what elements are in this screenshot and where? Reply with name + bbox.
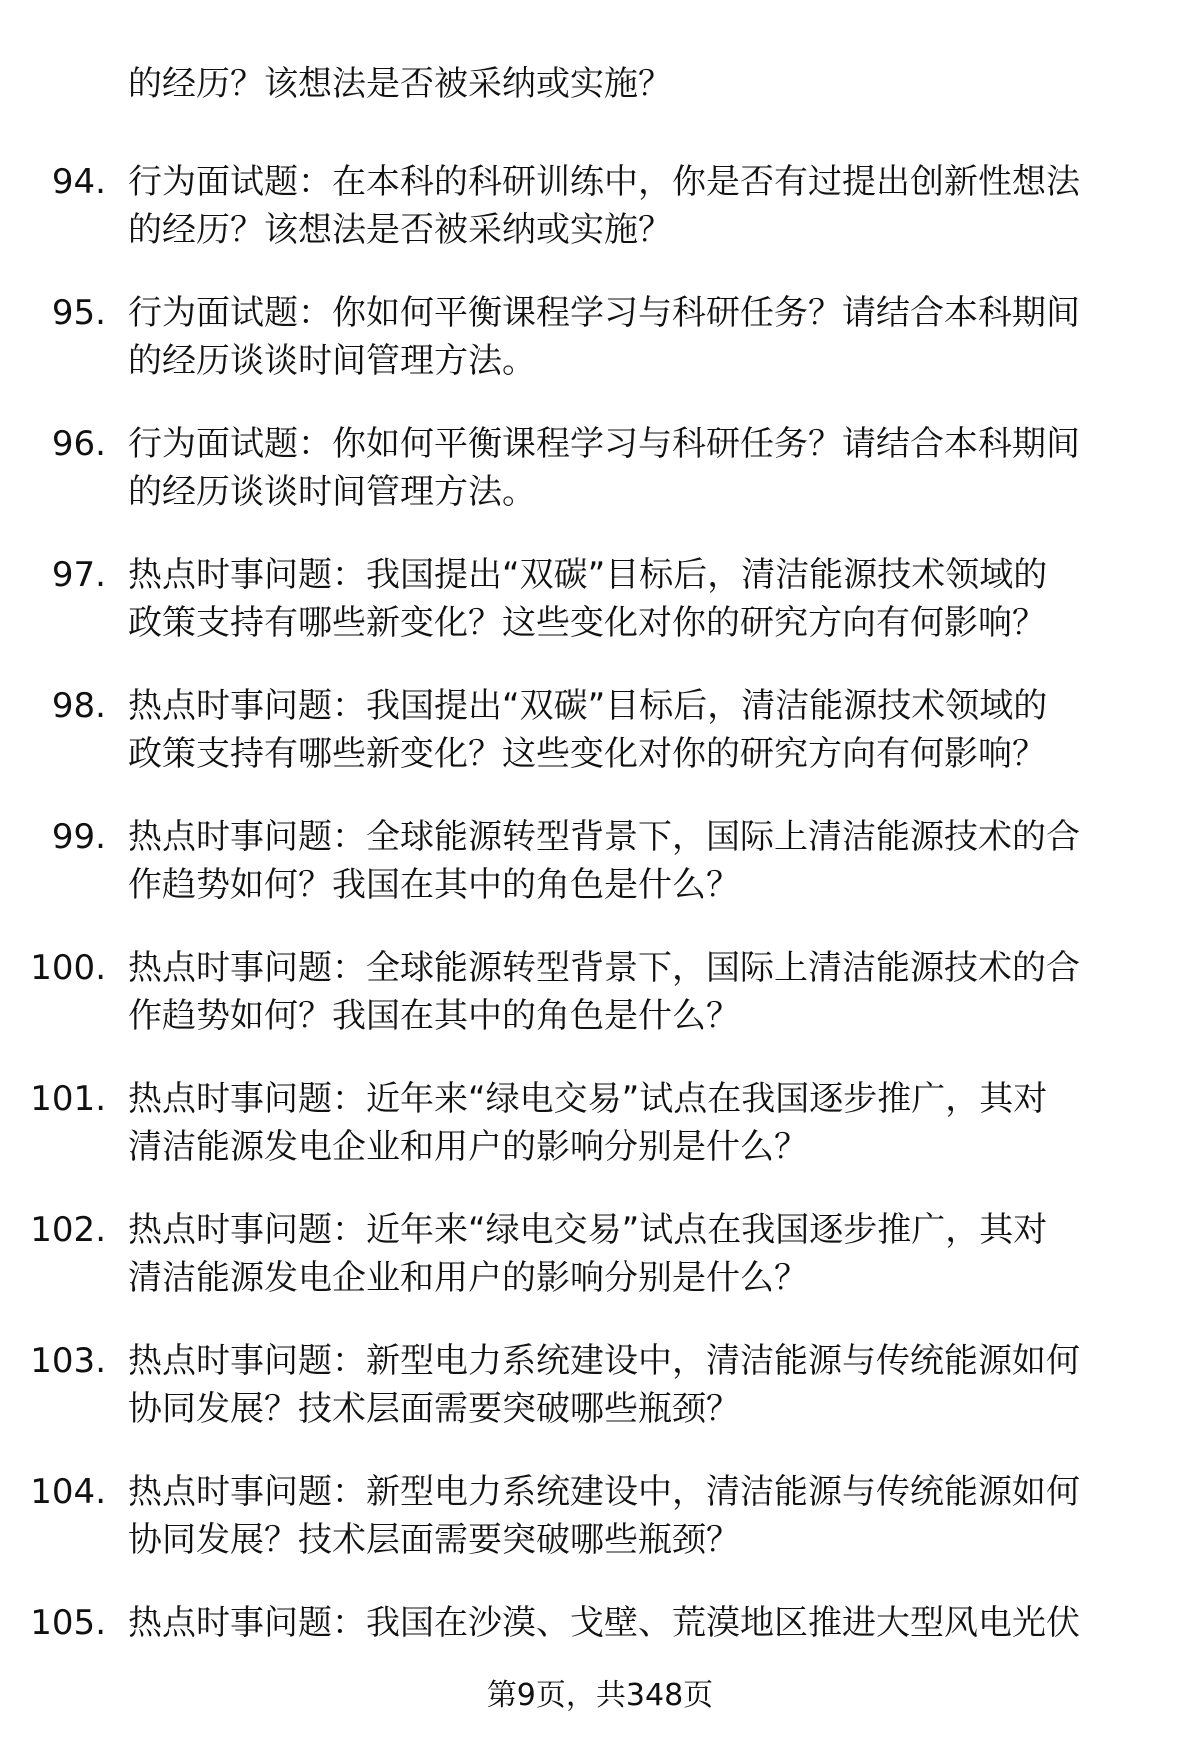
question-item xyxy=(0,289,1200,420)
question-line: 作趋势如何？我国在其中的角色是什么？ xyxy=(128,865,740,905)
question-text xyxy=(128,1468,1138,1564)
question-text xyxy=(128,1075,1138,1171)
continuation-text: 的经历？该想法是否被采纳或实施？ xyxy=(128,64,672,104)
question-line: 清洁能源发电企业和用户的影响分别是什么？ xyxy=(128,1258,808,1298)
question-number: 98. xyxy=(51,686,106,726)
question-text xyxy=(128,944,1138,1040)
question-line: 热点时事问题：我国提出“双碳”目标后，清洁能源技术领域的 xyxy=(128,686,1048,726)
question-line: 热点时事问题：近年来“绿电交易”试点在我国逐步推广，其对 xyxy=(128,1079,1048,1119)
question-line: 热点时事问题：我国提出“双碳”目标后，清洁能源技术领域的 xyxy=(128,555,1048,595)
question-number: 99. xyxy=(51,817,106,857)
question-number: 104. xyxy=(30,1472,106,1512)
question-text xyxy=(128,420,1138,516)
question-text xyxy=(128,551,1138,647)
question-list xyxy=(0,158,1200,1730)
question-number: 97. xyxy=(51,555,106,595)
question-text xyxy=(128,1599,1138,1647)
question-number: 101. xyxy=(30,1079,106,1119)
question-line: 政策支持有哪些新变化？这些变化对你的研究方向有何影响？ xyxy=(128,734,1046,774)
question-line: 热点时事问题：全球能源转型背景下，国际上清洁能源技术的合 xyxy=(128,948,1080,988)
question-item xyxy=(0,158,1200,289)
question-number: 103. xyxy=(30,1341,106,1381)
question-text xyxy=(128,1337,1138,1433)
page-footer: 第9页，共348页 xyxy=(486,1678,714,1713)
question-text xyxy=(128,682,1138,778)
question-line: 清洁能源发电企业和用户的影响分别是什么？ xyxy=(128,1127,808,1167)
question-number: 105. xyxy=(30,1603,106,1643)
question-item xyxy=(0,1468,1200,1599)
question-line: 热点时事问题：我国在沙漠、戈壁、荒漠地区推进大型风电光伏 xyxy=(128,1603,1080,1643)
question-line: 热点时事问题：全球能源转型背景下，国际上清洁能源技术的合 xyxy=(128,817,1080,857)
question-item xyxy=(0,1337,1200,1468)
question-item xyxy=(0,682,1200,813)
question-line: 热点时事问题：近年来“绿电交易”试点在我国逐步推广，其对 xyxy=(128,1210,1048,1250)
question-text xyxy=(128,1206,1138,1302)
question-line: 的经历？该想法是否被采纳或实施？ xyxy=(128,210,672,250)
question-line: 行为面试题：你如何平衡课程学习与科研任务？请结合本科期间 xyxy=(128,293,1080,333)
question-line: 行为面试题：在本科的科研训练中，你是否有过提出创新性想法 xyxy=(128,162,1080,202)
question-item xyxy=(0,813,1200,944)
question-line: 热点时事问题：新型电力系统建设中，清洁能源与传统能源如何 xyxy=(128,1472,1080,1512)
question-number: 96. xyxy=(51,424,106,464)
question-item xyxy=(0,1206,1200,1337)
question-line: 政策支持有哪些新变化？这些变化对你的研究方向有何影响？ xyxy=(128,603,1046,643)
question-item xyxy=(0,551,1200,682)
question-line: 的经历谈谈时间管理方法。 xyxy=(128,341,536,381)
question-item xyxy=(0,420,1200,551)
question-item xyxy=(0,944,1200,1075)
question-text xyxy=(128,289,1138,385)
question-item xyxy=(0,1075,1200,1206)
question-line: 热点时事问题：新型电力系统建设中，清洁能源与传统能源如何 xyxy=(128,1341,1080,1381)
question-text xyxy=(128,158,1138,254)
question-line: 协同发展？技术层面需要突破哪些瓶颈？ xyxy=(128,1389,740,1429)
question-number: 102. xyxy=(30,1210,106,1250)
question-line: 协同发展？技术层面需要突破哪些瓶颈？ xyxy=(128,1520,740,1560)
question-number: 95. xyxy=(51,293,106,333)
question-number: 100. xyxy=(30,948,106,988)
question-number: 94. xyxy=(51,162,106,202)
question-line: 的经历谈谈时间管理方法。 xyxy=(128,472,536,512)
question-text xyxy=(128,813,1138,909)
question-line: 行为面试题：你如何平衡课程学习与科研任务？请结合本科期间 xyxy=(128,424,1080,464)
question-line: 作趋势如何？我国在其中的角色是什么？ xyxy=(128,996,740,1036)
